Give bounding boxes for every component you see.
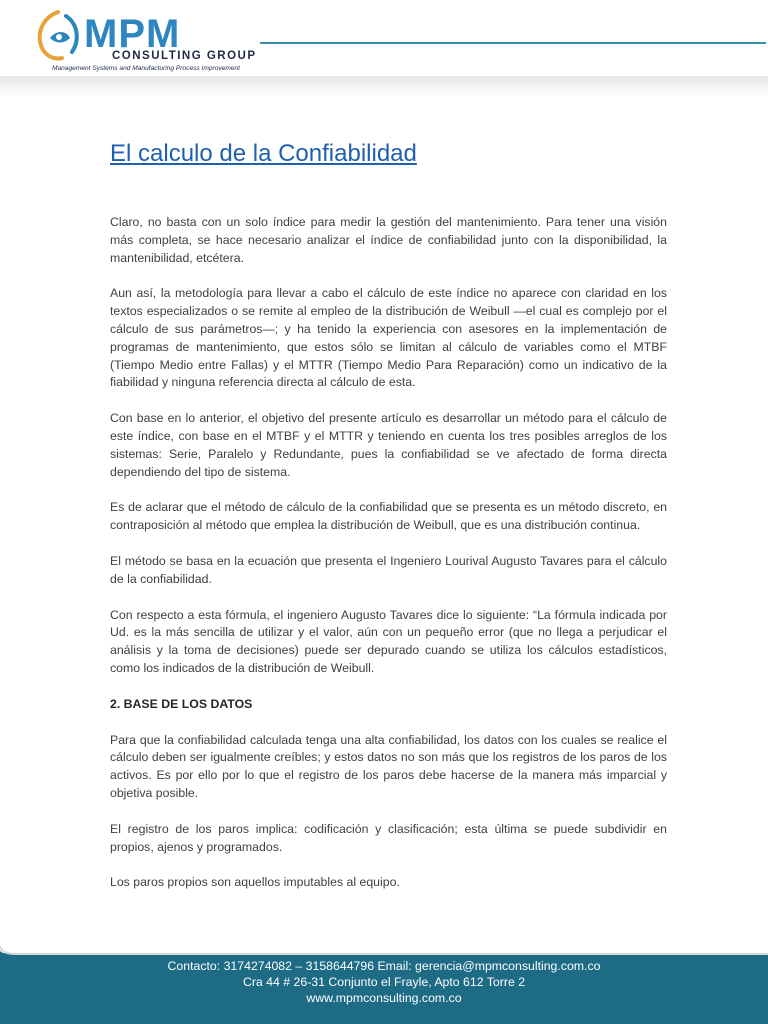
logo-swirl-icon [28, 8, 88, 68]
section-heading: 2. BASE DE LOS DATOS [110, 696, 253, 711]
header-shadow [0, 76, 768, 98]
paragraph-3: Con base en lo anterior, el objetivo del presente artículo es desarrollar un método para el cálculo de este índice, con base en el MTBF y el MTTR y teniendo en cuenta los tres posibles arreglos de los sistemas: Serie, Paralelo y Redundante, pues la confiabilidad se ve afectado de forma directa dependiendo del tipo de sistema. [110, 411, 667, 479]
section-paragraph-3: Los paros propios son aquellos imputables al equipo. [110, 875, 400, 890]
page-header [0, 0, 768, 96]
paragraph-4: Es de aclarar que el método de cálculo de la confiabilidad que se presenta es un método discreto, en contraposición al método que emplea la distribución de Weibull, que es una distribución continua. [110, 500, 667, 533]
document-body [110, 138, 667, 910]
company-logo [28, 8, 257, 76]
logo-tagline: Management Systems and Manufacturing Process Improvement [52, 65, 241, 72]
header-divider [260, 42, 766, 44]
section-paragraph-1: Para que la confiabilidad calculada tenga una alta confiabilidad, los datos con los cuales se realice el cálculo deben ser igualmente creíbles; y estos datos no son más que los registros de los paros de los activos. Es por ello por lo que el registro de los paros debe hacerse de la manera más imparcial y objetiva posible. [110, 732, 667, 800]
document-title: El calculo de la Confiabilidad [110, 140, 417, 167]
footer-website: www.mpmconsulting.com.co [306, 991, 462, 1005]
paragraph-6: Con respecto a esta fórmula, el ingeniero Augusto Tavares dice lo siguiente: “La fórmula indicada por Ud. es la más sencilla de utilizar y el valor, aún con un pequeño error (que no llega a perjudicar el análisis y la toma de decisiones) puede ser depurado cuando se utiliza los cálculos estadísticos, como los indicados de la distribución de Weibull. [110, 607, 667, 675]
section-paragraph-2: El registro de los paros implica: codificación y clasificación; esta última se puede subdividir en propios, ajenos y programados. [110, 821, 667, 854]
paragraph-1: Claro, no basta con un solo índice para medir la gestión del mantenimiento. Para tener una visión más completa, se hace necesario analizar el índice de confiabilidad junto con la disponibilidad, la mantenibilidad, etcétera. [110, 215, 667, 265]
paragraph-5: El método se basa en la ecuación que presenta el Ingeniero Lourival Augusto Tavares para el cálculo de la confiabilidad. [110, 553, 667, 586]
logo-main-text: MPM [84, 12, 181, 56]
page-footer [0, 940, 768, 1024]
footer-contact: Contacto: 3174274082 – 3158644796 Email: gerencia@mpmconsulting.com.co [167, 959, 601, 973]
logo-sub-text: CONSULTING GROUP [112, 50, 257, 62]
footer-contact-block [0, 958, 768, 1006]
paragraph-2: Aun así, la metodología para llevar a cabo el cálculo de este índice no aparece con claridad en los textos especializados o se remite al empleo de la distribución de Weibull —el cual es complejo por el cálculo de sus parámetros—; y ha tenido la experiencia con asesores en la implementación de programas de mantenimiento, que estos sólo se limitan al cálculo de variables como el MTBF (Tiempo Medio entre Fallas) y el MTTR (Tiempo Medio Para Reparación) como un indicativo de la fiabilidad y ninguna referencia directa al cálculo de esta. [110, 286, 667, 390]
footer-address: Cra 44 # 26-31 Conjunto el Frayle, Apto 612 Torre 2 [242, 975, 526, 989]
